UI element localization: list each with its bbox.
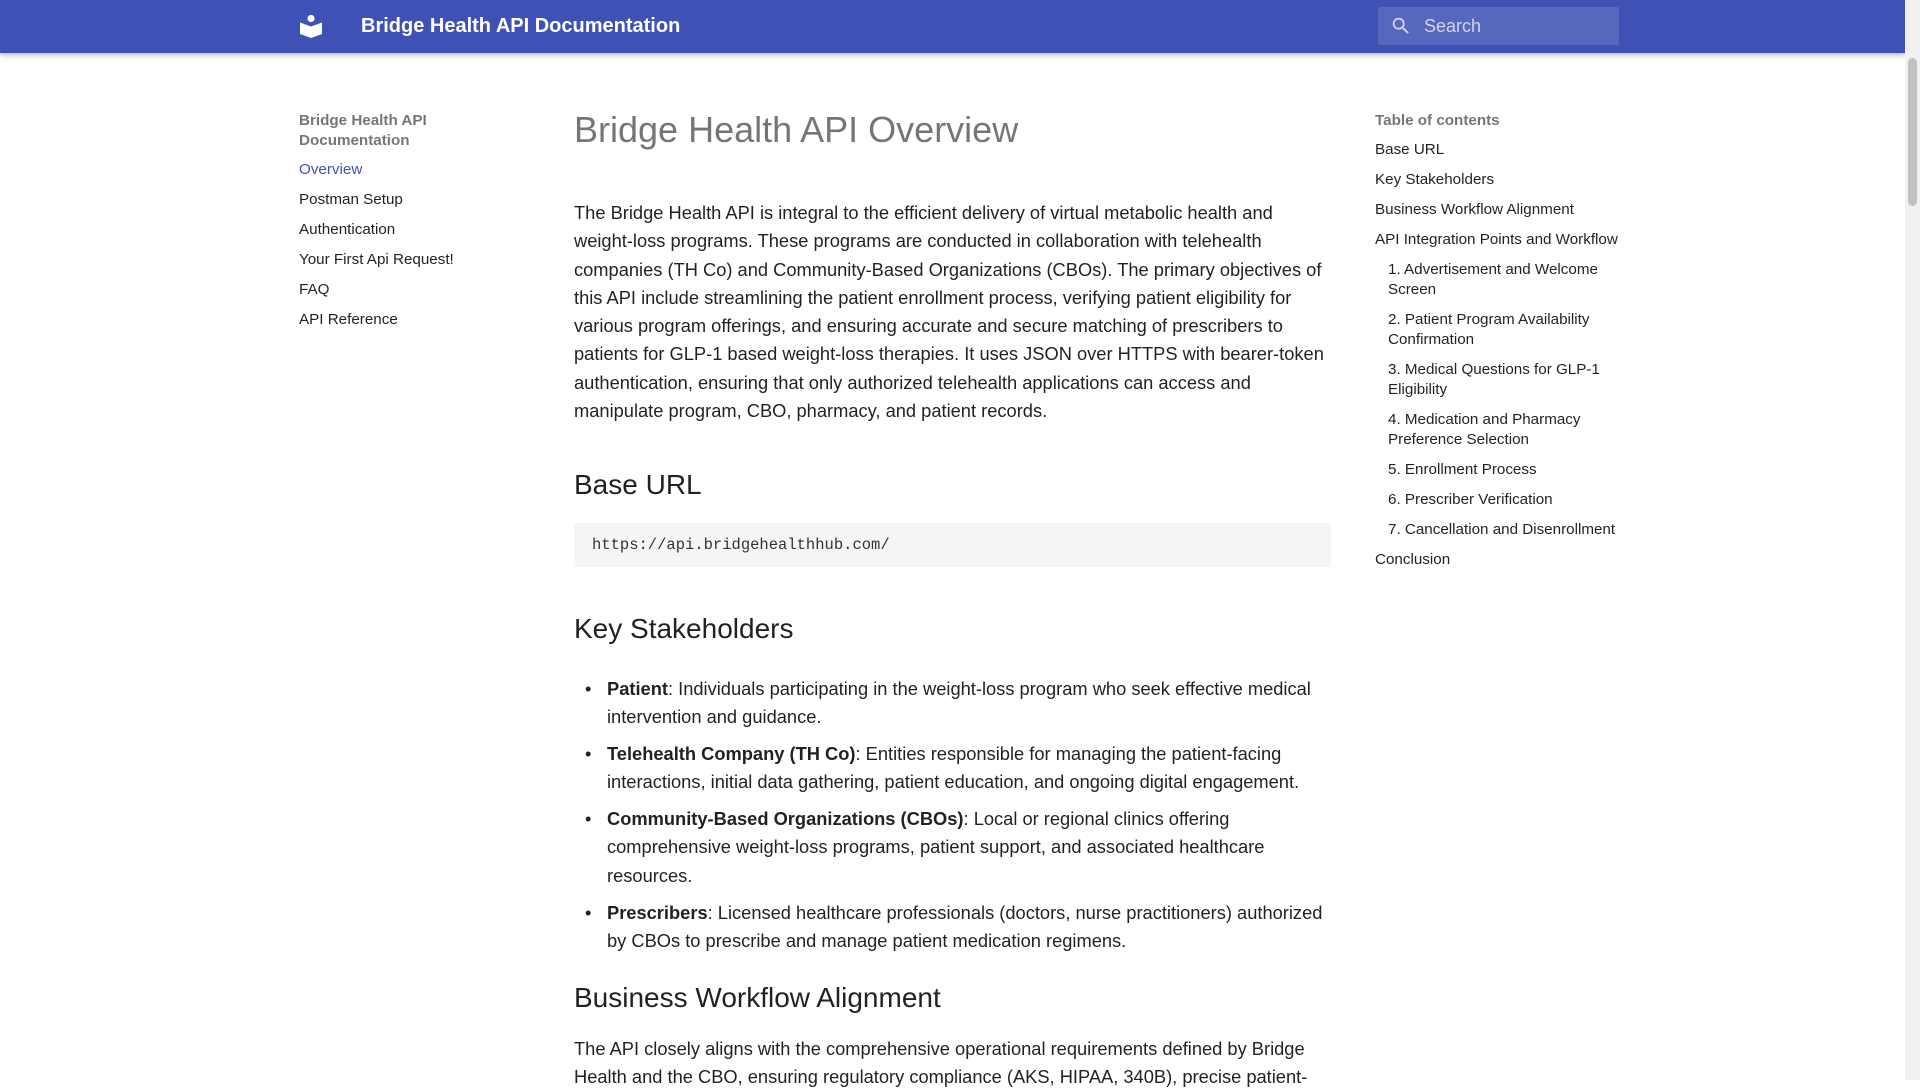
list-item <box>607 740 1331 797</box>
toc-item-advertisement[interactable]: 1. Advertisement and Welcome Screen <box>1388 261 1598 298</box>
stakeholders-heading: Key Stakeholders <box>574 613 794 644</box>
magnify-icon <box>1390 15 1412 37</box>
base-url-heading: Base URL <box>574 469 702 500</box>
toc-item-medication-pharmacy[interactable]: 4. Medication and Pharmacy Preference Selection <box>1388 411 1581 448</box>
toc-item-business-workflow[interactable]: Business Workflow Alignment <box>1375 201 1574 218</box>
nav-list <box>299 160 509 330</box>
stakeholder-desc: : Local or regional clinics offering comprehensive weight-loss programs, patient support, and associated healthcare resources. <box>607 808 1265 886</box>
stakeholders-list <box>607 675 1331 964</box>
toc-item-api-integration[interactable]: API Integration Points and Workflow <box>1375 231 1618 248</box>
toc-item-key-stakeholders[interactable]: Key Stakeholders <box>1375 171 1495 188</box>
stakeholder-desc: : Licensed healthcare professionals (doctors, nurse practitioners) authorized by CBOs to prescribe and manage patient medication regimens. <box>607 901 1323 951</box>
list-item <box>607 899 1331 956</box>
stakeholder-term: Prescribers <box>607 901 708 923</box>
toc-item-enrollment[interactable]: 5. Enrollment Process <box>1388 461 1537 478</box>
toc-item-base-url[interactable]: Base URL <box>1375 141 1445 158</box>
nav-item-postman-setup[interactable]: Postman Setup <box>299 191 403 208</box>
toc-item-medical-questions[interactable]: 3. Medical Questions for GLP-1 Eligibility <box>1388 361 1600 398</box>
toc-item-prescriber-verification[interactable]: 6. Prescriber Verification <box>1388 491 1553 508</box>
page-title: Bridge Health API Overview <box>574 109 1019 150</box>
primary-nav <box>299 111 509 340</box>
book-reader-icon[interactable] <box>298 14 324 38</box>
toc-item-conclusion[interactable]: Conclusion <box>1375 551 1451 568</box>
stakeholder-term: Telehealth Company (TH Co) <box>607 743 856 765</box>
scrollbar-thumb[interactable] <box>1908 58 1917 206</box>
toc-list <box>1375 140 1620 570</box>
list-item <box>607 805 1331 890</box>
nav-title: Bridge Health API Documentation <box>299 112 427 149</box>
stakeholder-desc: : Entities responsible for managing the patient-facing interactions, initial data gathering, patient education, and ongoing digital engagement. <box>607 743 1300 793</box>
top-header <box>0 0 1905 53</box>
nav-item-overview[interactable]: Overview <box>299 161 363 178</box>
workflow-heading: Business Workflow Alignment <box>574 982 941 1013</box>
nav-item-first-api-request[interactable]: Your First Api Request! <box>299 251 454 268</box>
toc-item-program-availability[interactable]: 2. Patient Program Availability Confirmation <box>1388 311 1590 348</box>
stakeholder-term: Community-Based Organizations (CBOs) <box>607 808 964 830</box>
nav-item-faq[interactable]: FAQ <box>299 281 330 298</box>
workflow-paragraph: The API closely aligns with the comprehensive operational requirements defined by Bridge Health and the CBO, ensuring regulatory compliance (AKS, HIPAA, 340B), precise patient- <box>574 1038 1308 1088</box>
base-url-code[interactable]: https://api.bridgehealthhub.com/ <box>574 523 1331 567</box>
site-title[interactable]: Bridge Health API Documentation <box>361 15 681 37</box>
search-input[interactable] <box>1424 7 1609 45</box>
table-of-contents <box>1375 111 1620 580</box>
toc-item-cancellation[interactable]: 7. Cancellation and Disenrollment <box>1388 521 1616 538</box>
nav-item-authentication[interactable]: Authentication <box>299 221 396 238</box>
page-scrollbar[interactable] <box>1905 0 1920 1080</box>
toc-title: Table of contents <box>1375 112 1500 129</box>
intro-paragraph: The Bridge Health API is integral to the efficient delivery of virtual metabolic health and weight-loss programs. These programs are conducted in collaboration with telehealth companies (TH Co) and Community-Based Organizations (CBOs). The primary objectives of this API include streamlining the patient enrollment process, verifying patient eligibility for various program offerings, and ensuring accurate and secure matching of prescribers to patients for GLP-1 based weight-loss therapies. It uses JSON over HTTPS with bearer-token authentication, ensuring that only authorized telehealth applications can access and manipulate program, CBO, pharmacy, and patient records. <box>574 202 1324 422</box>
list-item <box>607 675 1331 732</box>
stakeholder-desc: : Individuals participating in the weight-loss program who seek effective medical intervention and guidance. <box>607 678 1311 728</box>
nav-item-api-reference[interactable]: API Reference <box>299 311 398 328</box>
stakeholder-term: Patient <box>607 678 668 699</box>
search-box[interactable] <box>1378 7 1619 45</box>
